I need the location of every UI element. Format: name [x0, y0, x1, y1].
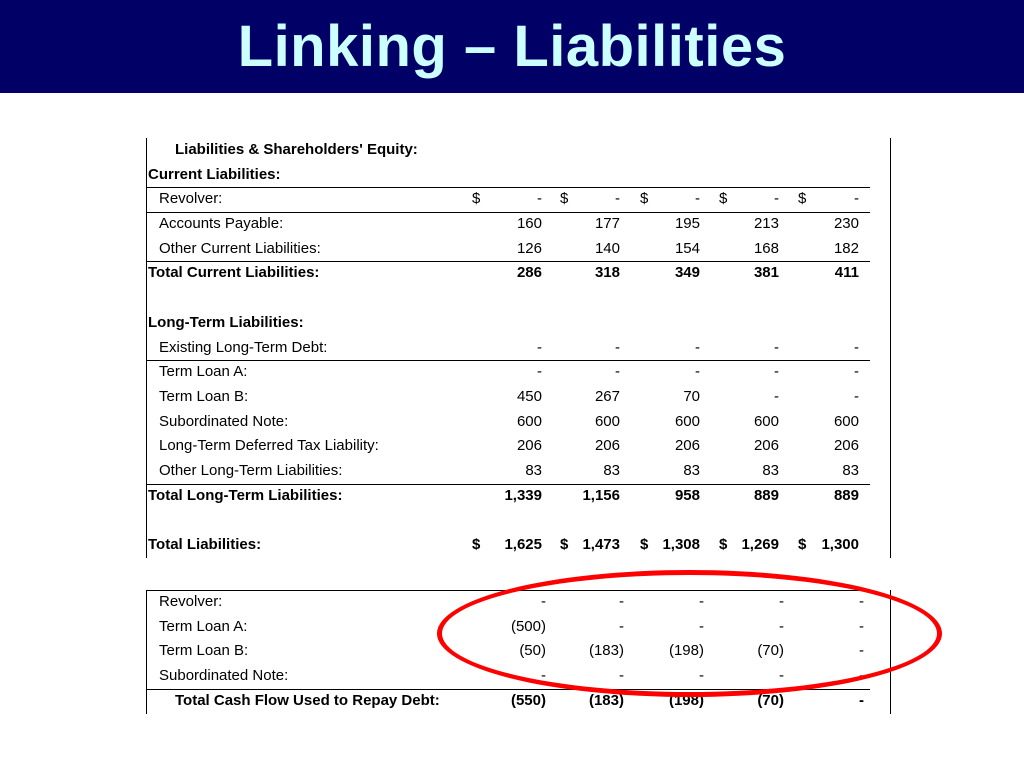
- cell-value: -: [699, 667, 704, 685]
- cell-value: -: [541, 667, 546, 685]
- table-row: [146, 212, 891, 237]
- cell-value: -: [859, 617, 864, 635]
- table-row: [146, 187, 891, 212]
- cell-value: 600: [833, 412, 859, 430]
- row-label: Long-Term Deferred Tax Liability:: [159, 437, 379, 455]
- row-label: Revolver:: [159, 593, 223, 610]
- cell-value: (198): [668, 642, 704, 660]
- cell-value: 206: [516, 437, 542, 455]
- cell-value: 349: [674, 264, 700, 282]
- cell-value: -: [779, 667, 784, 685]
- long-term-heading-row: [146, 311, 891, 336]
- table-row: [146, 261, 891, 286]
- current-liabilities-heading-row: [146, 163, 891, 188]
- cell-value: -: [774, 190, 779, 208]
- cell-value: (70): [757, 642, 784, 660]
- currency-symbol: $: [798, 190, 807, 208]
- cell-value: -: [854, 338, 859, 356]
- cell-value: 126: [516, 239, 542, 257]
- cell-value: -: [541, 593, 546, 610]
- row-label: Term Loan B:: [159, 387, 249, 405]
- cell-value: 182: [833, 239, 859, 257]
- cell-value: 195: [674, 215, 700, 233]
- equity-heading: Liabilities & Shareholders' Equity:: [175, 141, 418, 158]
- cell-value: (198): [668, 691, 704, 709]
- cell-value: (550): [510, 691, 546, 709]
- row-label: Total Liabilities:: [148, 536, 262, 553]
- current-liabilities-heading: Current Liabilities:: [148, 165, 281, 183]
- title-bar: [0, 0, 1024, 93]
- cell-value: 140: [594, 239, 620, 257]
- cell-value: 889: [833, 486, 859, 504]
- cell-value: 70: [683, 387, 700, 405]
- table-row: [146, 385, 891, 410]
- row-label: Total Cash Flow Used to Repay Debt:: [175, 691, 440, 709]
- cell-value: 206: [594, 437, 620, 455]
- currency-symbol: $: [798, 536, 807, 553]
- spacer-row: [146, 286, 891, 311]
- cell-value: (183): [588, 642, 624, 660]
- row-label: Subordinated Note:: [159, 667, 289, 685]
- table-heading-row: [146, 138, 891, 163]
- cell-value: (70): [757, 691, 784, 709]
- cell-value: (183): [588, 691, 624, 709]
- cell-value: 267: [594, 387, 620, 405]
- cell-value: 1,156: [582, 486, 620, 504]
- cell-value: 1,625: [504, 536, 542, 553]
- row-label: Term Loan B:: [159, 642, 249, 660]
- cell-value: -: [859, 691, 864, 709]
- row-label: Accounts Payable:: [159, 215, 284, 233]
- highlight-oval: [437, 570, 942, 697]
- cell-value: 154: [674, 239, 700, 257]
- cell-value: 168: [753, 239, 779, 257]
- spacer-row: [146, 508, 891, 533]
- cell-value: 318: [594, 264, 620, 282]
- liabilities-table: [146, 138, 891, 558]
- cell-value: 1,473: [582, 536, 620, 553]
- cell-value: 1,300: [821, 536, 859, 553]
- cell-value: 83: [842, 461, 859, 479]
- cell-value: -: [695, 190, 700, 208]
- cell-value: -: [619, 617, 624, 635]
- cell-value: -: [774, 387, 779, 405]
- table-row: [146, 360, 891, 385]
- cell-value: -: [699, 617, 704, 635]
- row-label: Revolver:: [159, 190, 223, 208]
- cell-value: -: [779, 617, 784, 635]
- cell-value: -: [859, 593, 864, 610]
- cell-value: -: [537, 338, 542, 356]
- cell-value: -: [854, 363, 859, 381]
- cell-value: 206: [753, 437, 779, 455]
- row-label: Subordinated Note:: [159, 412, 289, 430]
- table-row: [146, 336, 891, 361]
- cell-value: 600: [516, 412, 542, 430]
- row-label: Other Long-Term Liabilities:: [159, 461, 343, 479]
- cell-value: 83: [603, 461, 620, 479]
- table-row: [146, 237, 891, 262]
- cell-value: -: [854, 190, 859, 208]
- cell-value: -: [695, 338, 700, 356]
- cell-value: 1,308: [662, 536, 700, 553]
- cell-value: 958: [674, 486, 700, 504]
- cell-value: 381: [753, 264, 779, 282]
- cell-value: -: [774, 363, 779, 381]
- cell-value: -: [615, 338, 620, 356]
- cell-value: -: [774, 338, 779, 356]
- cell-value: (500): [510, 617, 546, 635]
- table-row: [146, 533, 891, 558]
- cell-value: -: [615, 190, 620, 208]
- cell-value: 600: [674, 412, 700, 430]
- row-label: Term Loan A:: [159, 363, 248, 381]
- cell-value: 83: [525, 461, 542, 479]
- table-row: [146, 459, 891, 484]
- table-row: [146, 484, 891, 509]
- row-label: Total Long-Term Liabilities:: [148, 486, 343, 504]
- cell-value: (50): [519, 642, 546, 660]
- cell-value: 206: [674, 437, 700, 455]
- cell-value: 450: [516, 387, 542, 405]
- cell-value: -: [615, 363, 620, 381]
- currency-symbol: $: [472, 536, 481, 553]
- row-label: Other Current Liabilities:: [159, 239, 321, 257]
- cell-value: -: [619, 667, 624, 685]
- cell-value: 1,339: [504, 486, 542, 504]
- currency-symbol: $: [640, 190, 649, 208]
- page-title: Linking – Liabilities: [237, 13, 787, 79]
- cell-value: 286: [516, 264, 542, 282]
- cell-value: -: [537, 363, 542, 381]
- cell-value: 83: [683, 461, 700, 479]
- cell-value: 600: [753, 412, 779, 430]
- cell-value: 230: [833, 215, 859, 233]
- row-label: Term Loan A:: [159, 617, 248, 635]
- cell-value: -: [779, 593, 784, 610]
- cell-value: 206: [833, 437, 859, 455]
- cell-value: -: [619, 593, 624, 610]
- cell-value: -: [859, 667, 864, 685]
- currency-symbol: $: [719, 536, 728, 553]
- currency-symbol: $: [472, 190, 481, 208]
- table-row: [146, 410, 891, 435]
- currency-symbol: $: [719, 190, 728, 208]
- cell-value: 889: [753, 486, 779, 504]
- cell-value: 1,269: [741, 536, 779, 553]
- row-label: Existing Long-Term Debt:: [159, 338, 328, 356]
- cell-value: 600: [594, 412, 620, 430]
- row-label: Total Current Liabilities:: [148, 264, 320, 282]
- cell-value: 160: [516, 215, 542, 233]
- cell-value: 83: [762, 461, 779, 479]
- cell-value: -: [854, 387, 859, 405]
- table-row: [146, 434, 891, 459]
- long-term-heading: Long-Term Liabilities:: [148, 313, 304, 331]
- cell-value: -: [699, 593, 704, 610]
- currency-symbol: $: [560, 190, 569, 208]
- cell-value: -: [859, 642, 864, 660]
- cell-value: -: [537, 190, 542, 208]
- currency-symbol: $: [560, 536, 569, 553]
- cell-value: 411: [834, 264, 859, 282]
- cell-value: 213: [753, 215, 779, 233]
- currency-symbol: $: [640, 536, 649, 553]
- cell-value: -: [695, 363, 700, 381]
- cell-value: 177: [594, 215, 620, 233]
